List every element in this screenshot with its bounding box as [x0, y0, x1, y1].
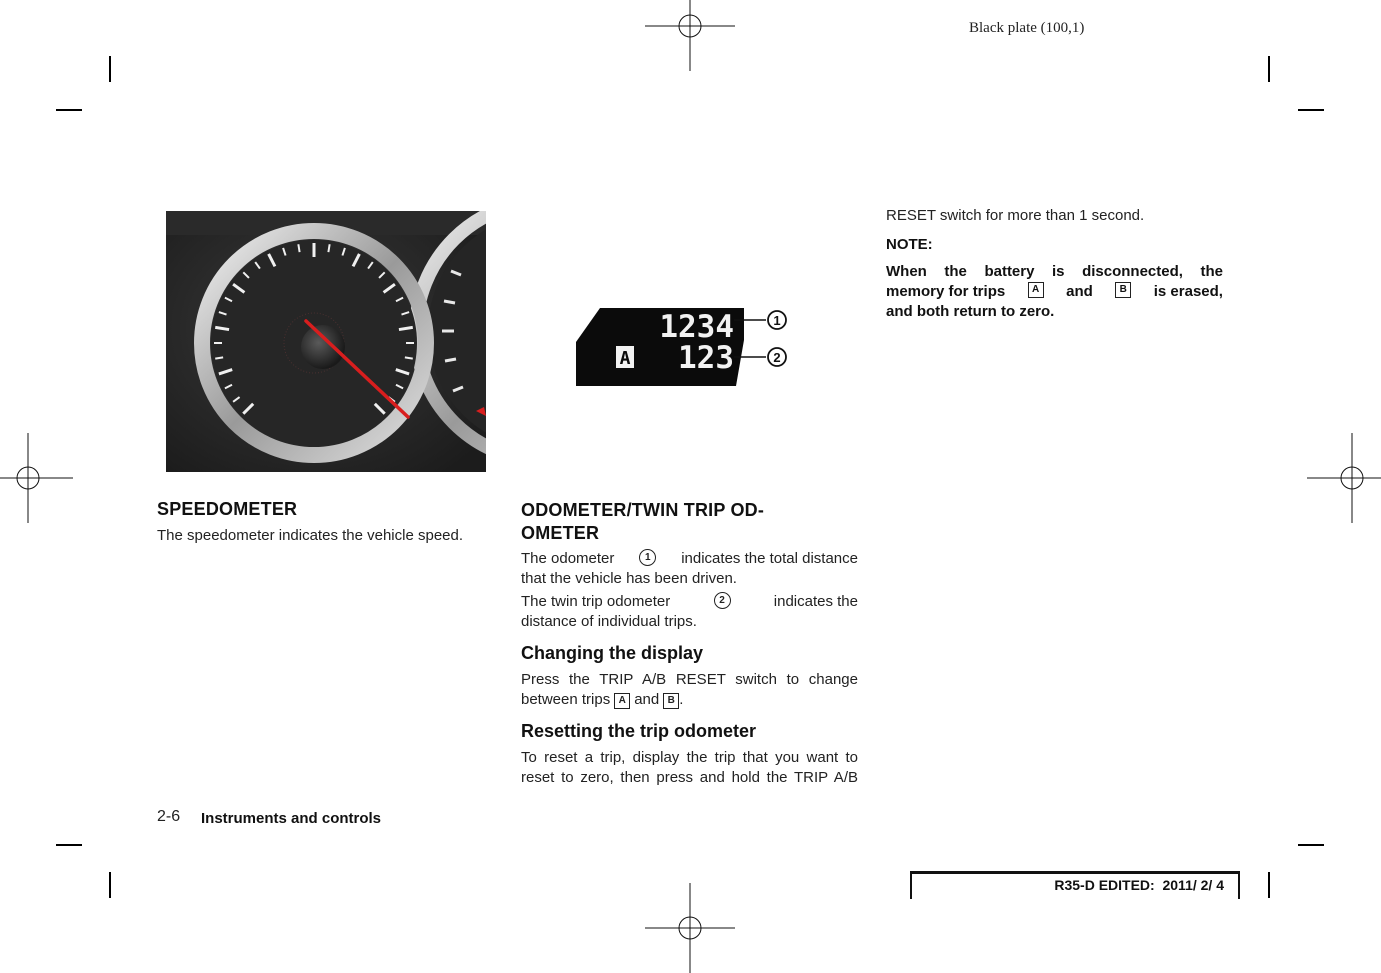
registration-target-icon	[1307, 433, 1381, 523]
gauge-tick	[298, 244, 299, 252]
crop-mark	[1298, 844, 1324, 846]
text-run: .	[679, 691, 684, 708]
odometer-paragraph-2	[521, 592, 858, 632]
text-run: The twin trip odometer	[521, 593, 671, 610]
text-run: reset to zero, then press and hold the TRIP A/B	[521, 769, 858, 786]
callout-1: 1	[773, 313, 781, 328]
trip-a-ref: A	[614, 693, 630, 709]
crop-mark	[1268, 872, 1270, 898]
odometer-main-reading: 1234	[659, 309, 734, 345]
trip-b-ref: B	[663, 693, 679, 709]
section-title: Instruments and controls	[201, 810, 382, 827]
callout-2: 2	[773, 350, 781, 365]
odometer-heading	[521, 499, 764, 545]
odometer-heading-line: ODOMETER/TWIN TRIP OD-	[521, 500, 765, 520]
crop-mark	[109, 56, 111, 82]
text-run: and	[1066, 283, 1093, 300]
crop-mark	[1268, 56, 1270, 82]
odometer-heading-line: OMETER	[521, 523, 600, 543]
resetting-heading: Resetting the trip odometer	[521, 721, 757, 741]
gauge-tick	[405, 357, 413, 358]
text-run: indicates the total distance	[681, 550, 858, 567]
crop-mark	[56, 109, 82, 111]
text-run: and both return to zero.	[886, 303, 1055, 320]
text-run: The odometer	[521, 550, 615, 567]
plate-label: Black plate (100,1)	[969, 20, 1085, 36]
odometer-display-figure	[574, 300, 798, 390]
note-label: NOTE:	[886, 236, 933, 253]
text-run: between trips	[521, 691, 611, 708]
text-run: When the battery is disconnected, the	[886, 263, 1223, 280]
text-run: Press the TRIP A/B RESET switch to change	[521, 671, 858, 688]
text-run: To reset a trip, display the trip that you want to	[521, 749, 858, 766]
gauge-tick	[215, 357, 223, 358]
resetting-body-continued: RESET switch for more than 1 second.	[886, 207, 1145, 224]
text-run: that the vehicle has been driven.	[521, 570, 737, 587]
trip-letter: A	[619, 348, 631, 369]
text-run: distance of individual trips.	[521, 613, 697, 630]
registration-target-icon	[0, 433, 73, 523]
edited-stamp: R35-D EDITED: 2011/ 2/ 4	[1054, 877, 1224, 893]
registration-target-icon	[645, 0, 735, 71]
callout-ref-1: 1	[639, 549, 656, 566]
trip-a-ref: A	[1028, 282, 1044, 298]
speedometer-body: The speedometer indicates the vehicle speed.	[157, 527, 464, 544]
speedometer-heading: SPEEDOMETER	[157, 499, 298, 519]
crop-mark	[109, 872, 111, 898]
text-run: memory for trips	[886, 283, 1006, 300]
text-run: indicates the	[773, 593, 858, 610]
changing-display-body	[521, 670, 858, 710]
resetting-body	[521, 748, 858, 788]
text-run: is erased,	[1153, 283, 1223, 300]
note-body	[886, 262, 1223, 322]
speedometer-photo	[166, 211, 486, 472]
changing-display-heading: Changing the display	[521, 643, 704, 663]
callout-ref-2: 2	[714, 592, 731, 609]
text-run: and	[634, 691, 660, 708]
crop-mark	[1298, 109, 1324, 111]
trip-b-ref: B	[1115, 282, 1131, 298]
edited-stamp-box	[910, 871, 1240, 899]
crop-mark	[56, 844, 82, 846]
gauge-tick	[328, 244, 329, 252]
registration-target-icon	[645, 883, 735, 973]
page-number: 2-6	[157, 808, 181, 825]
odometer-paragraph-1	[521, 549, 858, 589]
trip-reading: 123	[678, 340, 734, 376]
